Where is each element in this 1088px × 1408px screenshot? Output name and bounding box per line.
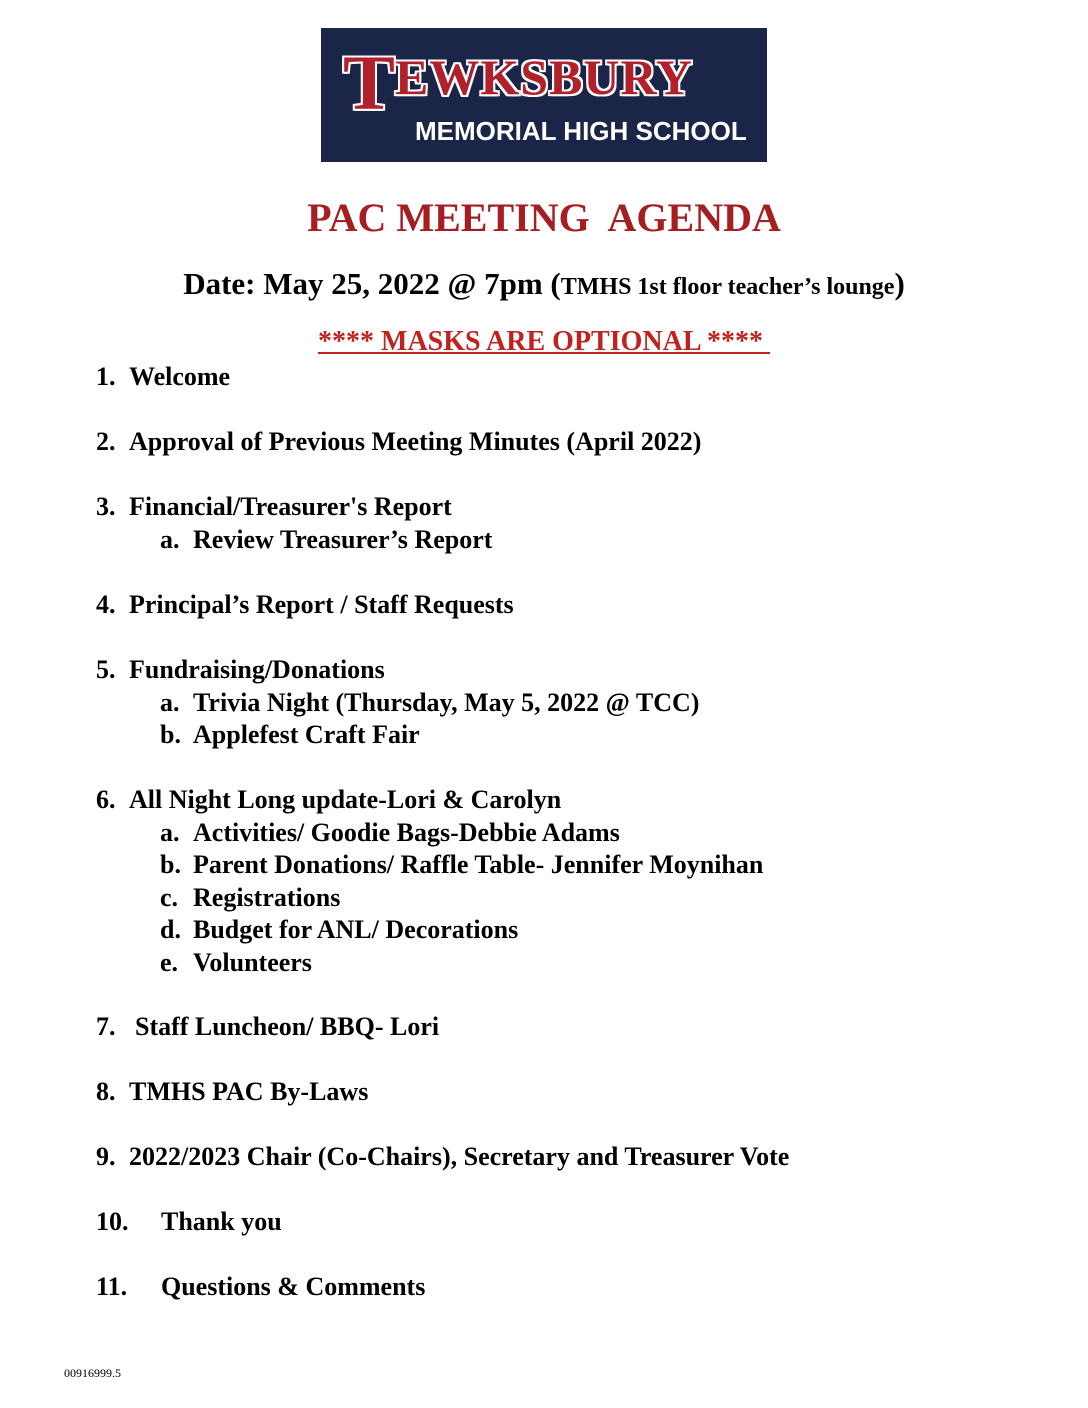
subitem-text: Trivia Night (Thursday, May 5, 2022 @ TCC) [193,687,700,717]
agenda-item [96,1075,996,1108]
agenda-item [96,1140,996,1173]
subitem-text: Budget for ANL/ Decorations [193,915,519,944]
agenda-subitem [96,686,996,719]
logo-name-rest: EWKSBURY [395,49,693,105]
item-number: 8. [96,1077,116,1106]
subitem-text: Activities/ Goodie Bags-Debbie Adams [193,817,620,847]
agenda-subitem [96,848,996,881]
agenda-item [96,490,996,523]
item-number: 5. [96,654,116,684]
page-title: PAC MEETING AGENDA [307,195,781,240]
item-text: Questions & Comments [161,1272,426,1301]
item-number: 9. [96,1142,116,1171]
agenda-subitem [96,816,996,849]
subitem-letter: b. [160,720,181,749]
school-logo [321,28,767,162]
subitem-letter: a. [160,687,180,717]
agenda-item [96,783,996,816]
agenda-item [96,1205,996,1238]
agenda-subitem [96,523,996,556]
agenda-subitem [96,913,996,946]
item-number: 6. [96,784,116,814]
item-text: Financial/Treasurer's Report [129,492,452,521]
item-number: 3. [96,492,116,521]
subitem-text: Review Treasurer’s Report [193,525,493,554]
item-text: Principal’s Report / Staff Requests [129,589,514,619]
subitem-letter: e. [160,947,179,977]
subitem-letter: d. [160,915,181,944]
item-number: 1. [96,362,116,391]
logo-wordmark [343,39,693,126]
item-text: Thank you [161,1207,282,1236]
item-number: 2. [96,427,116,456]
agenda-subitem [96,881,996,914]
subitem-letter: c. [160,882,179,912]
date-text: Date: May 25, 2022 @ 7pm ( [183,266,561,301]
subitem-letter: a. [160,817,180,847]
agenda-item [96,1010,996,1043]
masks-notice: **** MASKS ARE OPTIONAL **** [318,326,770,357]
subitem-text: Applefest Craft Fair [193,720,420,749]
subitem-letter: b. [160,850,181,879]
item-number: 11. [96,1272,128,1301]
agenda-subitem [96,946,996,979]
document-id: 00916999.5 [64,1366,121,1380]
item-number: 4. [96,589,116,619]
agenda-subitem [96,718,996,751]
date-close-paren: ) [894,266,905,301]
meeting-date [0,264,1088,307]
agenda-item [96,360,996,393]
logo-first-letter: T [343,39,396,126]
subitem-text: Registrations [193,882,341,912]
item-number: 7. [96,1012,116,1041]
agenda-item [96,588,996,621]
item-text: 2022/2023 Chair (Co-Chairs), Secretary and Treasurer Vote [129,1142,790,1171]
subitem-text: Volunteers [193,947,312,977]
agenda-item [96,1270,996,1303]
agenda-list [96,360,996,1303]
item-text: Welcome [129,362,231,391]
logo-subtitle: MEMORIAL HIGH SCHOOL [415,116,747,146]
agenda-item [96,425,996,458]
item-text: TMHS PAC By-Laws [129,1077,369,1106]
agenda-item [96,653,996,686]
item-text: Staff Luncheon/ BBQ- Lori [135,1012,440,1041]
subitem-letter: a. [160,525,180,554]
item-text: Fundraising/Donations [129,654,385,684]
item-number: 10. [96,1207,129,1236]
subitem-text: Parent Donations/ Raffle Table- Jennifer Moynihan [193,850,764,879]
item-text: All Night Long update-Lori & Carolyn [129,784,562,814]
item-text: Approval of Previous Meeting Minutes (April 2022) [129,427,702,456]
meeting-location: TMHS 1st floor teacher’s lounge [560,274,895,300]
